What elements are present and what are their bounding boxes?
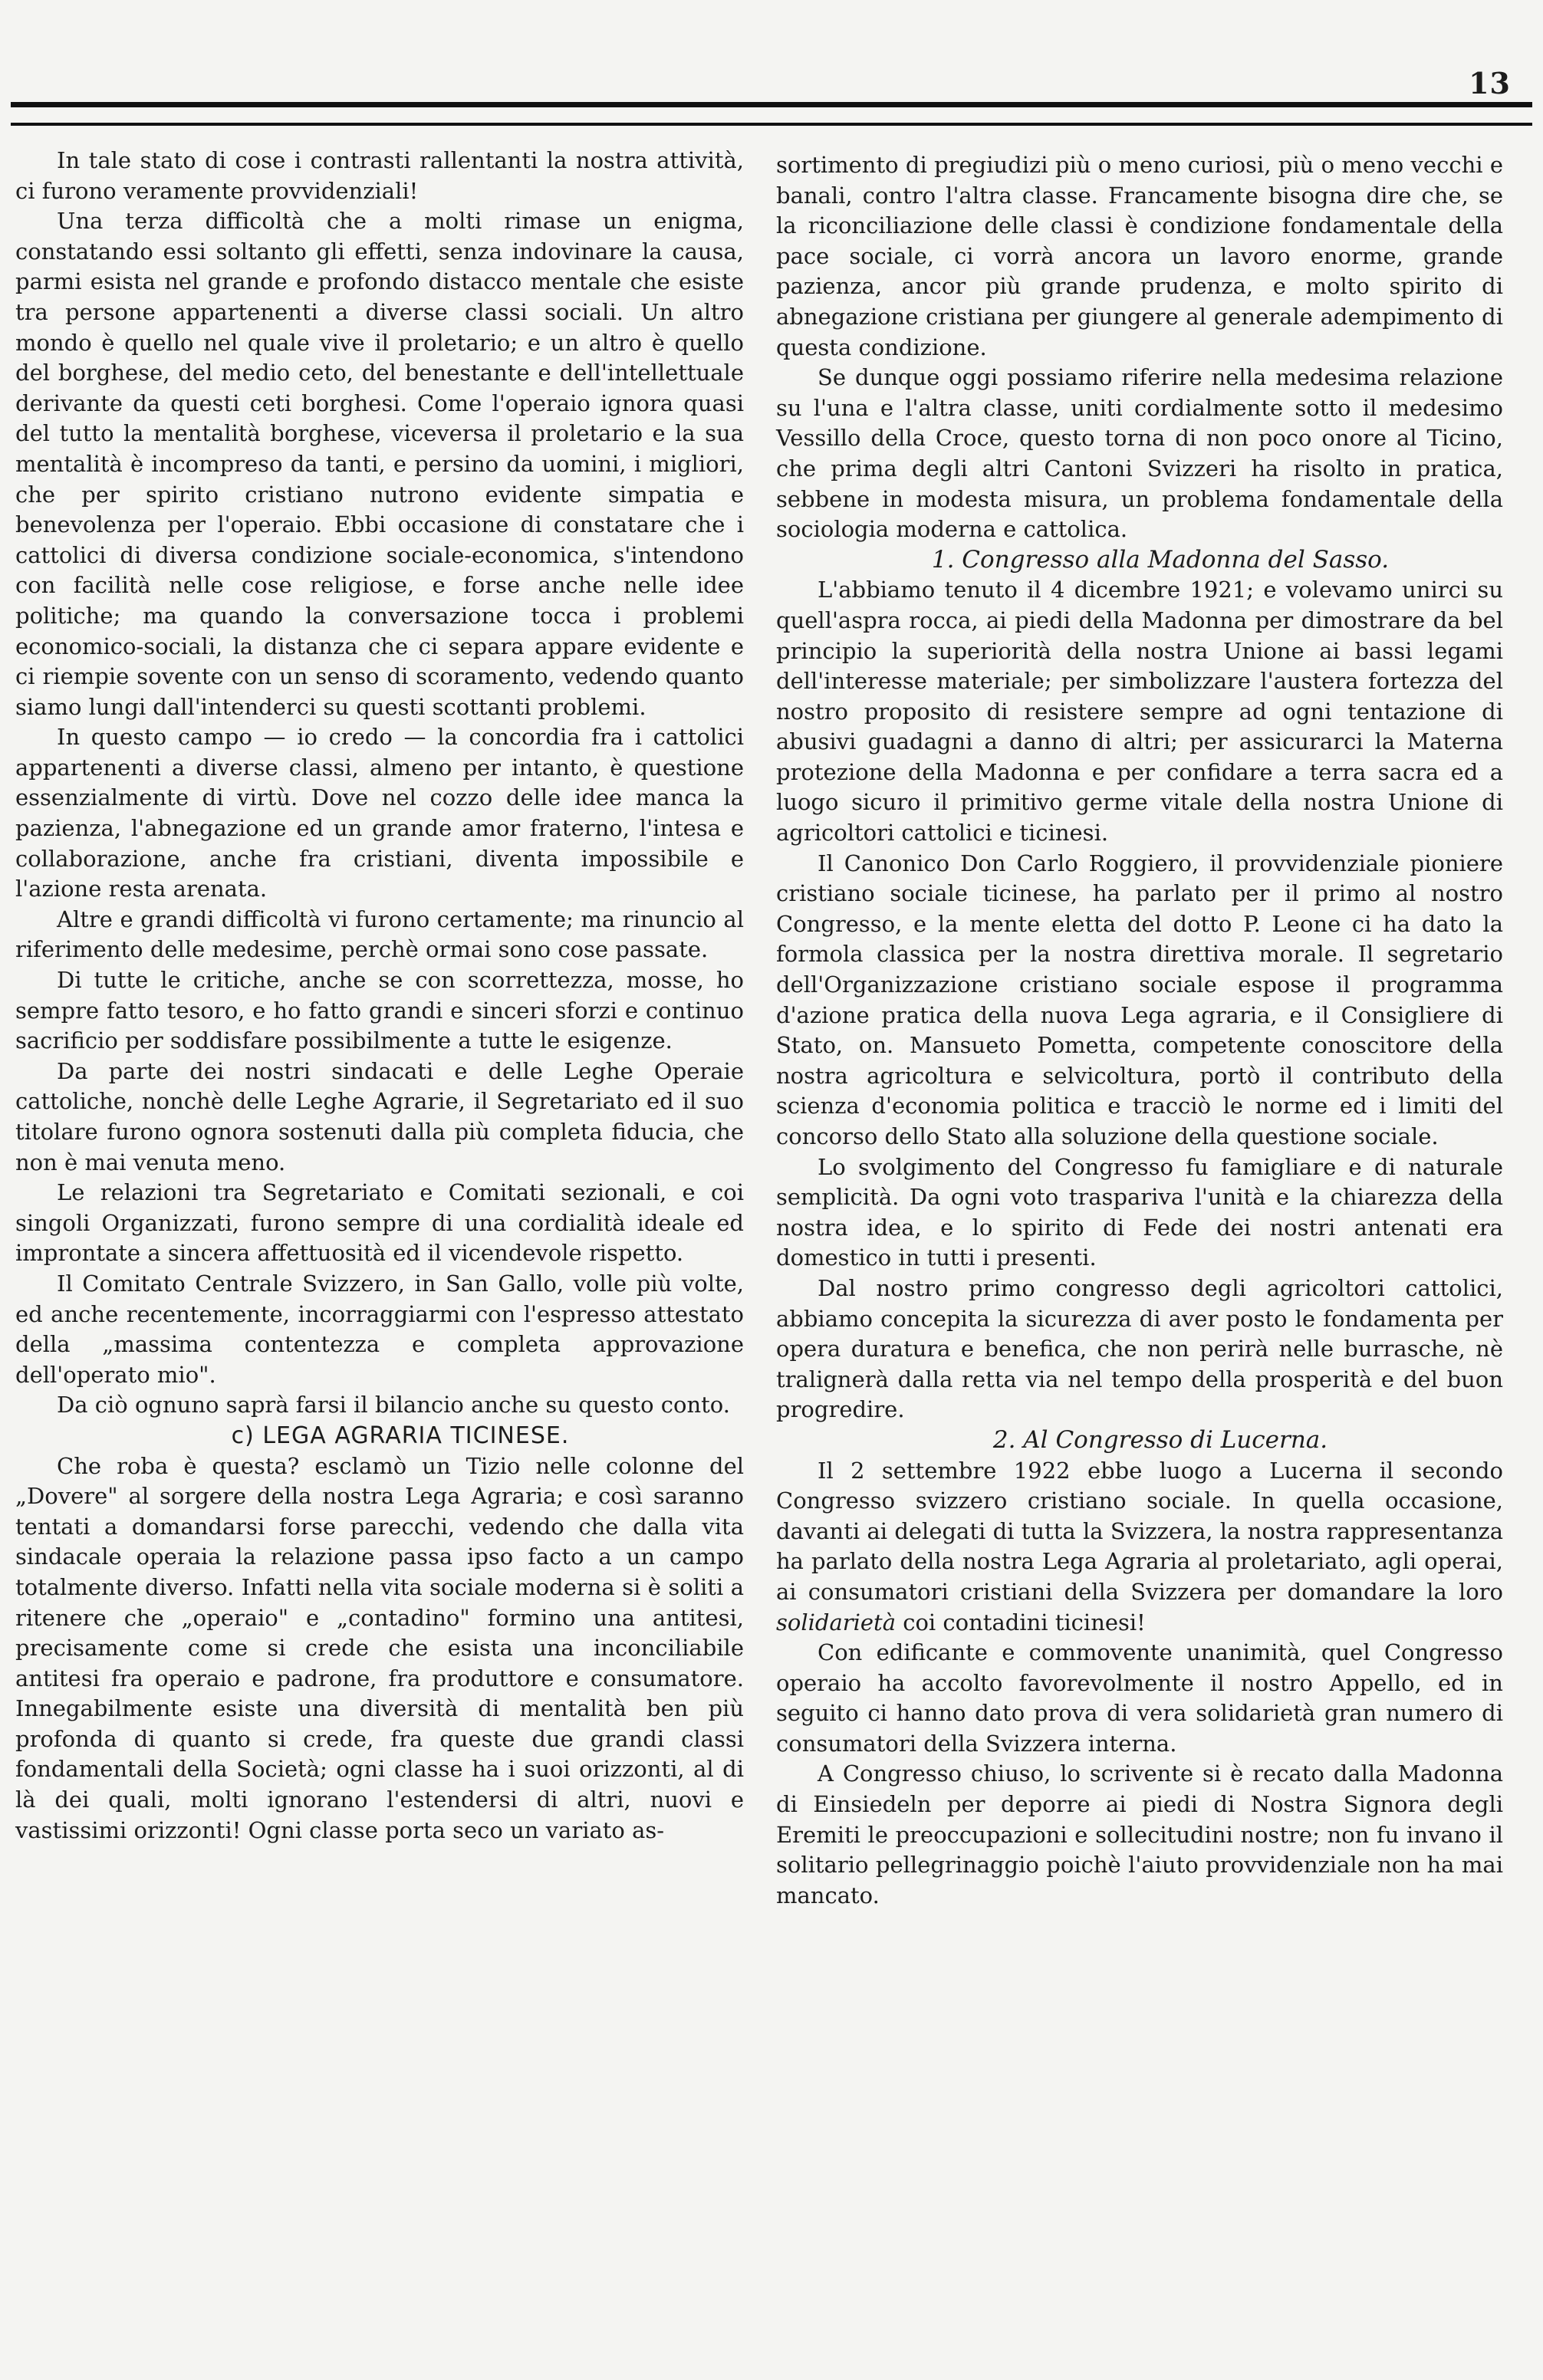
paragraph (776, 1456, 1503, 1639)
header-rule (11, 102, 1532, 126)
right-column (776, 150, 1503, 1911)
paragraph: A Congresso chiuso, lo scrivente si è recato dalla Madonna di Einsiedeln per deporre ai piedi di Nostra Signora degli Eremiti le preoccupazioni e sollecitudini nostre; non fu invano il solitario pellegrinaggio poichè l'aiuto provvidenziale non ha mai mancato. (776, 1760, 1503, 1908)
paragraph: Che roba è questa? esclamò un Tizio nelle colonne del „Dovere" al sorgere della nostra Lega Agraria; e così saranno tentati a domandarsi forse parecchi, vedendo che dalla vita sindacale operaia la relazione passa ipso facto a un campo totalmente diverso. Infatti nella vita sociale moderna si è soliti a ritenere che „operaio" e „contadino" formino una antitesi, precisamente come si crede che esista una inconciliabile antitesi fra operaio e padrone, fra produttore e consumatore. Innegabilmente esiste una diversità di mentalità ben più profonda di quanto si crede, fra queste due grandi classi fondamentali della Società; ogni classe ha i suoi orizzonti, al di là dei quali, molti ignorano l'estendersi di altri, nuovi e vastissimi orizzonti! Ogni classe porta seco un variato as- (15, 1452, 744, 1843)
paragraph: Dal nostro primo congresso degli agricoltori cattolici, abbiamo concepita la sicurezza di aver posto le fondamenta per opera duratura e benefica, che non perirà nelle burrasche, nè tralignerà dalla retta via nel tempo della prosperità e del buon progredire. (776, 1274, 1503, 1423)
paragraph: Se dunque oggi possiamo riferire nella medesima relazione su l'una e l'altra classe, uniti cordialmente sotto il medesimo Vessillo della Croce, questo torna di non poco onore al Ticino, che prima degli altri Cantoni Svizzeri ha risolto in pratica, sebbene in modesta misura, un problema fondamentale della sociologia moderna e cattolica. (776, 364, 1503, 543)
paragraph: L'abbiamo tenuto il 4 dicembre 1921; e volevamo unirci su quell'aspra rocca, ai piedi della Madonna per dimostrare da bel principio la superiorità della nostra Unione ai bassi legami dell'interesse materiale; per simbolizzare l'austera fortezza del nostro proposito di resistere sempre ad ogni tentazione di abusivi guadagni a danno di altri; per assicurarci la Materna protezione della Madonna e per confidare a terra sacra ed a luogo sicuro il primitivo germe vitale della nostra Unione di agricoltori cattolici e ticinesi. (776, 577, 1503, 846)
subsection-heading: 2. Al Congresso di Lucerna. (992, 1425, 1328, 1454)
paragraph: In questo campo — io credo — la concordia fra i cattolici appartenenti a diverse classi, almeno per intanto, è questione essenzialmente di virtù. Dove nel cozzo delle idee manca la pazienza, l'abnegazione ed un grande amor fraterno, l'intesa e collaborazione, anche fra cristiani, diventa impossibile e l'azione resta arenata. (15, 724, 744, 902)
paragraph: Altre e grandi difficoltà vi furono certamente; ma rinuncio al riferimento delle medesime, perchè ormai sono cose passate. (15, 906, 744, 963)
paragraph: Lo svolgimento del Congresso fu famigliare e di naturale semplicità. Da ogni voto traspariva l'unità e la chiarezza della nostra idea, e lo spirito di Fede dei nostri antenati era domestico in tutti i presenti. (776, 1153, 1503, 1271)
text-run: Il 2 settembre 1922 ebbe luogo a Lucerna il secondo Congresso svizzero cristiano sociale. In quella occasione, davanti ai delegati di tutta la Svizzera, la nostra rappresentanza ha parlato della nostra Lega Agraria al proletariato, agli operai, ai consumatori cristiani della Svizzera per domandare la loro (776, 1457, 1503, 1605)
paragraph: Il Canonico Don Carlo Roggiero, il provvidenziale pioniere cristiano sociale ticinese, ha parlato per il primo al nostro Congresso, e la mente eletta del dotto P. Leone ci ha dato la formola classica per la nostra direttiva morale. Il segretario dell'Organizzazione cristiano sociale espose il programma d'azione pratica della nuova Lega agraria, e il Consigliere di Stato, on. Mansueto Pometta, competente conoscitore della nostra agricoltura e selvicoltura, portò il contributo della scienza d'economia politica e tracciò le norme ed i limiti del concorso dello Stato alla soluzione della questione sociale. (776, 850, 1503, 1149)
paragraph: In tale stato di cose i contrasti rallentanti la nostra attività, ci furono veramente provvidenziali! (15, 147, 744, 204)
paragraph-continued: sortimento di pregiudizi più o meno curiosi, più o meno vecchi e banali, contro l'altra classe. Francamente bisogna dire che, se la riconciliazione delle classi è condizione fondamentale della pace sociale, ci vorrà ancora un lavoro enorme, grande pazienza, ancor più grande prudenza, e molto spirito di abnegazione cristiana per giungere al generale adempimento di questa condizione. (776, 152, 1503, 360)
text-run: coi contadini ticinesi! (903, 1609, 1146, 1635)
section-heading: c) LEGA AGRARIA TICINESE. (231, 1422, 570, 1449)
emphasis: solidarietà (776, 1609, 896, 1635)
paragraph: Da ciò ognuno saprà farsi il bilancio anche su questo conto. (57, 1392, 730, 1418)
paragraph: Una terza difficoltà che a molti rimase un enigma, constatando essi soltanto gli effetti, senza indovinare la causa, parmi esista nel grande e profondo distacco mentale che esiste tra persone appartenenti a diverse classi sociali. Un altro mondo è quello nel quale vive il proletario; e un altro è quello del borghese, del medio ceto, del benestante e dell'intellettuale derivante da questi ceti borghesi. Come l'operaio ignora quasi del tutto la mentalità borghese, viceversa il proletario e la sua mentalità è incompreso da tanti, e persino da uomini, i migliori, che per spirito cristiano nutrono evidente simpatia e benevolenza per l'operaio. Ebbi occasione di constatare che i cattolici di diversa condizione sociale-economica, s'intendono con facilità nelle cose religiose, e forse anche nelle idee politiche; ma quando la conversazione tocca i problemi economico-sociali, la distanza che ci separa appare evidente e ci riempie sovente con un senso di scoramento, vedendo quanto siamo lungi dall'intenderci su questi scottanti problemi. (15, 208, 744, 720)
left-column (15, 146, 744, 1846)
paragraph: Il Comitato Centrale Svizzero, in San Gallo, volle più volte, ed anche recentemente, incorraggiarmi con l'espresso attestato della „massima contentezza e completa approvazione dell'operato mio". (15, 1270, 744, 1388)
paragraph: Le relazioni tra Segretariato e Comitati sezionali, e coi singoli Organizzati, furono sempre di una cordialità ideale ed improntate a sincera affettuosità ed il vicendevole rispetto. (15, 1179, 744, 1267)
subsection-heading: 1. Congresso alla Madonna del Sasso. (931, 545, 1390, 574)
page-number: 13 (1469, 66, 1511, 100)
paragraph: Di tutte le critiche, anche se con scorrettezza, mosse, ho sempre fatto tesoro, e ho fatto grandi e sinceri sforzi e continuo sacrificio per soddisfare possibilmente a tutte le esigenze. (15, 967, 744, 1054)
paragraph: Da parte dei nostri sindacati e delle Leghe Operaie cattoliche, nonchè delle Leghe Agrarie, il Segretariato ed il suo titolare furono ognora sostenuti dalla più completa fiducia, che non è mai venuta meno. (15, 1057, 744, 1175)
paragraph: Con edificante e commovente unanimità, quel Congresso operaio ha accolto favorevolmente il nostro Appello, ed in seguito ci hanno dato prova di vera solidarietà gran numero di consumatori della Svizzera interna. (776, 1639, 1503, 1757)
